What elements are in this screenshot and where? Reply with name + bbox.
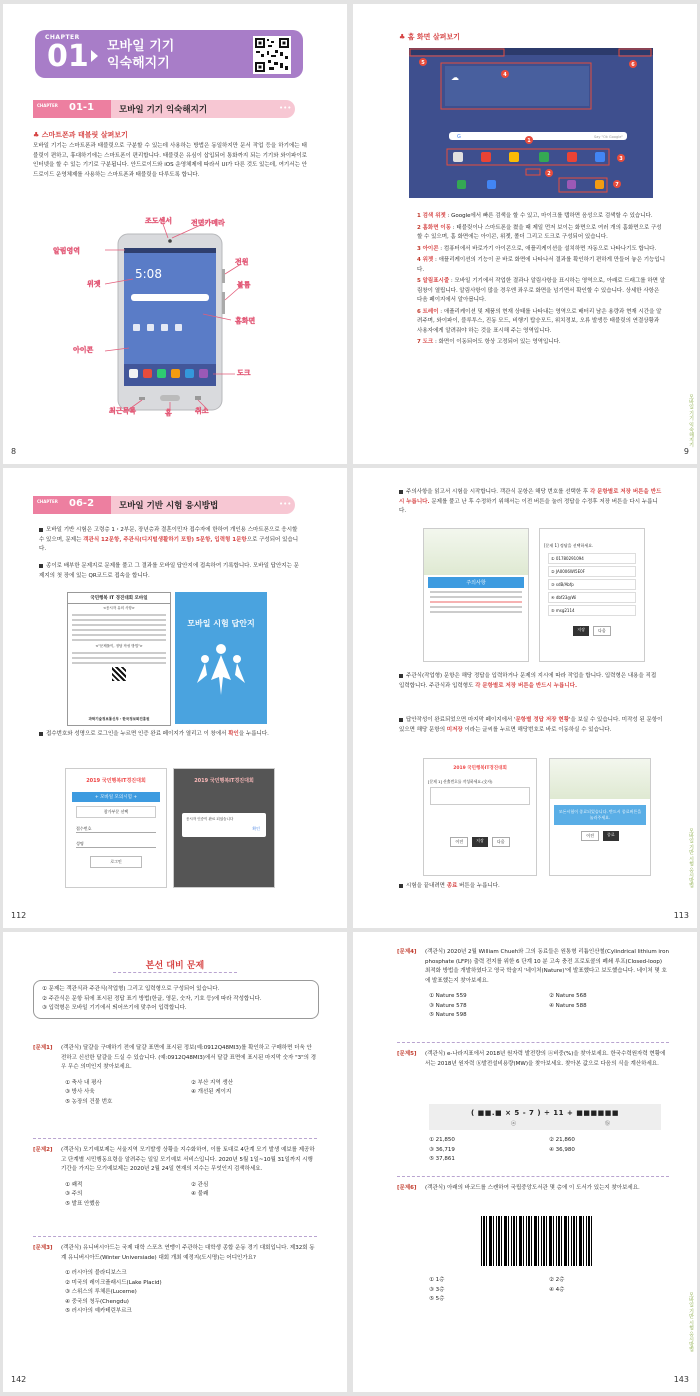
option[interactable]: ③ Nature 578 [429,1002,467,1009]
callout-home-screen: 홈화면 [235,317,256,325]
item-text: : 태블릿이나 스마트폰을 켰을 때 제일 먼저 보이는 화면으로 여러 개의 홈화면으로 구성할 수 있으며, 홈 화면에는 아이콘, 위젯, 폴더 그리고 도크로 구성되어 있습니다. [417,224,662,240]
confirm-button[interactable]: 확인 [252,826,260,831]
notice-title: 주의사항 [428,577,524,588]
option[interactable]: ① 쾌적 [65,1181,83,1188]
item-text: : 애플리케이션 및 제품의 현재 상태를 나타내는 영역으로 배터리 남은 용량과 현재 시간을 알려주며, 와이파이, 블루투스, 진동 모드, 비행기 탑승모드, 위치정보, 오류 발생등 태블릿의 연결상황과 사용자에게 알려줘야 하는 것을 표시해 주는 영역입니다. [417,308,662,334]
heading-underline [113,972,237,973]
page-113 [353,468,697,928]
bullet-text: 주관식(작업형) 문항은 해당 정답을 입력하거나 문제의 지시에 따라 작업을 합니다. 입력형은 내용을 직접 입력합니다. 주관식과 입력형도 [399,673,657,689]
home-item [417,277,665,306]
item-number: 5 [417,278,421,284]
question-text: (객관식) 유니버시아드는 국제 대학 스포츠 연맹이 주관하는 대학생 종합 운동 경기 대회입니다. 제32회 동계 유니버시아드(Winter Universiade) 대회 개최 예정지(도시명)는 어디인가요? [61,1245,315,1261]
callout-volume: 볼륨 [237,281,251,289]
login-button[interactable]: 로그인 [90,856,142,868]
item-number: 6 [417,308,421,315]
option[interactable]: ② 관심 [191,1181,209,1188]
option[interactable]: ⑤ 발표 안했음 [65,1200,100,1207]
chapter-title-line1: 모바일 기기 [107,39,175,54]
prev-button[interactable]: 이전 [450,837,468,847]
item-title: 홈화면 이동 [422,224,452,231]
page-heading: 홈 화면 살펴보기 [407,33,460,41]
item-title: 알림표시줄 [422,278,450,284]
option[interactable]: ② 미국의 레이크플래시드(Lake Placid) [65,1279,162,1286]
exam-paper-sub: <응시자 유의 사항> [103,606,135,610]
option[interactable]: ④ 36,980 [549,1146,575,1153]
category-select[interactable]: 참가부문 선택 [76,806,156,818]
login-screen [65,768,167,888]
option[interactable]: ① 1층 [429,1277,445,1283]
option[interactable]: ⑤ 러시아의 예카테린부르크 [65,1308,132,1314]
page-number: 113 [673,911,689,920]
bullet-3 [399,716,663,735]
save-button[interactable]: 저장 [573,626,589,636]
svg-text:1: 1 [527,138,531,144]
option[interactable]: ⑤ 농장의 건물 번호 [65,1098,113,1105]
item-text: : 모바일 기기에서 작업한 결과나 알림사항을 표시하는 영역으로, 아래로 드래그를 하면 알림창이 열립니다. 알림사항이 많을 경우엔 좌우로 화면을 넘기면서 확인할 수 있습니다. 상세한 사항은 다음 페이지에서 알아봅니다. [417,278,666,303]
page-143 [353,932,697,1392]
page-112 [3,468,347,928]
option[interactable]: ③ 3층 [429,1286,445,1293]
page-number: 142 [11,1375,27,1384]
item-text: : 애플리케이션의 기능이 곧 바로 화면에 나타나서 결과를 확인하기 편하게 만들어 놓은 기능입니다. [417,257,666,273]
exam-paper-title: 국민행복 IT 경진대회 모바일 [68,593,170,604]
option[interactable]: ⑤ Nature 598 [429,1012,467,1018]
question-text: (객관식) 아래의 바코드를 스캔하여 국립중앙도서관 몇 층에 이 도서가 있는지 찾아보세요. [425,1185,640,1191]
callout-notifications: 알림영역 [53,247,81,255]
page-number: 9 [683,447,689,456]
bullet-3 [39,730,301,740]
page-142 [3,932,347,1392]
bullet-text-end: 을 누릅니다. [238,731,269,737]
bullet-text: 답안작성이 완료되었으면 마지막 페이지에서 ' [406,717,516,723]
option[interactable]: ② 2층 [549,1277,565,1283]
bullet-4 [399,882,663,892]
item-number: 3 [417,245,421,252]
name-field[interactable]: 성명 [76,837,156,848]
bullet-highlight: 객관식 12문항, 주관식(디지털생활하기 포함) 5문항, 입력형 1문항 [83,536,247,543]
question-6-options [429,1276,669,1305]
bullet-highlight: 확인 [228,731,239,737]
side-tab: 모바일 기반 시험 응시방법 [688,1292,694,1352]
option[interactable]: ③ 스위스의 루체른(Lucerne) [65,1289,137,1295]
formula-b-marker: ⓑ [605,1121,611,1127]
bullet-icon [39,528,43,532]
item-text: : 화면이 이동되어도 항상 고정되어 있는 영역입니다. [433,339,561,345]
page-8 [3,4,347,464]
question-6 [397,1184,669,1194]
home-item [417,308,665,337]
mock-exam-button[interactable]: + 모바일 모의시험 + [72,792,160,802]
option[interactable]: ① Nature 559 [429,993,467,999]
divider [33,1138,317,1139]
formula-box [429,1104,661,1130]
option[interactable]: ③ 36,719 [429,1146,455,1153]
option[interactable]: ① 축사 내 평사 [65,1079,102,1086]
question-text: (객관식) 달걀을 구매하기 전에 달걀 표면에 표시된 정보(예:0912Q48MI3)를 확인하고 구매하면 더욱 안전하고 신선한 달걀을 드실 수 있습니다. (예:0912Q48MI3)에서 달걀 표면에 표시된 마지막 숫자 "3"의 경우 무슨 의미인지 찾아보세요. [61,1045,317,1070]
item-title: 아이콘 [422,245,439,252]
brand-title-dim: 2019 국민행복IT경진대회 [194,778,254,784]
svg-text:6: 6 [631,62,635,68]
question-5 [397,1050,669,1069]
option[interactable]: ⑤ msg2114 [548,605,636,616]
home-item [417,212,665,222]
section-number: 06-2 [69,498,95,509]
tablet-figure [43,214,313,426]
bullet-1 [399,488,663,517]
confirm-text: 응시자 인증이 완료 되었습니다 [186,817,234,821]
end-screen [549,758,651,876]
prev-button-3[interactable]: 이전 [581,831,599,841]
question-label: [문제5] [397,1051,417,1057]
svg-text:2: 2 [547,171,551,177]
exam-qr-icon[interactable] [112,667,126,681]
option[interactable]: ② 21,860 [549,1137,575,1143]
subheading-icon: ♣ [33,131,40,139]
callout-dock: 도크 [237,369,251,377]
item-number: 4 [417,257,421,263]
end-button[interactable]: 종료 [603,831,619,841]
question-3 [33,1244,317,1317]
section-word: CHAPTER [37,103,58,108]
callout-widget: 위젯 [87,280,101,288]
bullet-icon [39,564,43,568]
option[interactable]: ⑤ 37,861 [429,1156,455,1162]
bullet-highlight: 종료 [446,883,458,889]
page-number: 112 [11,911,27,920]
section-dots: ••• [279,500,292,508]
intro-paragraph: 모바일 기기는 스마트폰과 태블릿으로 구분할 수 있는데 사용하는 방법은 동일하지만 문서 작업 등을 하기에는 태블릿이 편하고, 휴대하기에는 스마트폰이 편리합니다. 태블릿은 유심이 삽입되어 통화까지 되는 기기와 와이파이로 인터넷을 할 수 있는 기기로 구분됩니다. 안드로이드와 iOS 운영체제에 따라서 UI가 다른 것도 있는데, 여기서는 안드로이드 운영체제를 사용하는 스마트폰과 태블릿을 다루도록 합니다. [33,143,307,178]
callout-front-camera: 전면카메라 [191,219,225,227]
question-4 [397,948,669,1021]
family-photo-2 [550,759,650,799]
next-button[interactable]: 다음 [593,626,611,636]
home-item [417,224,665,243]
section-title: 모바일 기반 시험 응시방법 [119,501,219,511]
section-word: CHAPTER [37,499,58,504]
bullet-text-end: 문제를 풀고 난 후 수정하기 위해서는 이전 버튼을 눌러 정답을 수정후 저장 버튼을 다시 누릅니다. [399,498,658,514]
side-tab: 모바일 기반 시험 응시방법 [688,828,694,888]
home-item-list [417,212,665,350]
bullet-highlight-2: 미저장 [446,726,463,733]
option[interactable]: ④ 개선된 케이지 [191,1089,232,1095]
next-button-2[interactable]: 다음 [492,837,510,847]
mascot-icon [175,635,267,705]
chapter-number: 01 [47,39,89,74]
callout-back: 취소 [195,407,209,415]
bullet-text: 모바일 기반 시험은 고령층 1・2부문, 장년층과 결혼이민자 접수자에 한하여 개인용 스마트폰으로 응시할 수 있으며, 문제는 [39,527,298,543]
bullet-text: 접수번호와 성명으로 로그인을 누르면 인증 완료 페이지가 열리고 이 창에서 [46,731,229,737]
notes-box [33,980,319,1019]
formula: ( ■■.■ × 5 - 7 ) ÷ 11 + ■■■■■■ [471,1109,619,1117]
question-text: (객관식) 모기예보제는 서울지역 모기발생 상황을 지수화하여, 이를 토대로 4단계 모기 발생 예보를 제공하고 단계별 시민행동요령을 알려주는 일일 모기예보 서비스입니다. 2020년 5월 1일~10월 31일까지 시행기간을 가지는 모기예보제는 2020년 2월 24일 현재의 지수는 무엇인지 검색하세요. [61,1147,315,1172]
answer-input[interactable] [430,787,530,805]
subjective-screen [423,758,537,876]
callout-recent: 최근목록 [109,407,137,415]
save-button-2[interactable]: 저장 [472,837,488,847]
question-1 [33,1044,317,1107]
question-label: [문제2] [33,1147,53,1153]
section-dots: ••• [279,104,292,112]
chapter-title-line2: 익숙해지기 [107,56,170,71]
option[interactable]: ③ sdB/Abfp [548,579,636,590]
bullet-2 [399,672,663,691]
svg-text:7: 7 [615,182,619,188]
option[interactable]: ④ 4층 [549,1286,565,1293]
home-item [417,256,665,275]
chapter-arrow-icon [91,50,98,62]
subheading: 스마트폰과 태블릿 살펴보기 [41,131,128,139]
item-number: 2 [417,224,421,231]
divider [397,1176,669,1177]
item-title: 도크 [422,339,434,345]
home-screen-figure [409,48,653,198]
page-heading: 본선 대비 문제 [145,961,205,971]
side-tab: 모바일 기기 익숙해지기 [688,394,694,448]
item-title: 트레이 [422,308,439,315]
search-hint: Say "Ok Google" [594,135,624,139]
bullet-icon [399,884,403,888]
option[interactable]: ④ 중국의 청두(Chengdu) [65,1298,129,1305]
bullet-icon [399,674,403,678]
svg-text:4: 4 [503,72,507,78]
answer-sheet-title: 모바일 시험 답안지 [187,619,255,628]
tablet-clock: 5:08 [135,267,162,281]
bullet-text-mid: '을 보실 수 있습니다. 미작성 된 문항이 있으면 해당 문항의 [399,717,663,733]
option[interactable]: ① 01780291094 [548,553,636,564]
bullet-text: 시험을 끝내려면 [406,883,447,889]
formula-a-marker: ⓐ [511,1121,517,1127]
item-number: 7 [417,339,421,345]
question-label: [문제4] [397,949,417,955]
option[interactable]: ① 21,850 [429,1137,455,1143]
question-text: (객관식) e-나라지표에서 2018년 원자력 발전량의 ⓐ비중(%)을 찾아보세요. 한국수력원자력 현황에서는 2018년 원자력 ⓑ발전설비용량(MW)을 찾아보세요. 찾아본 값으로 다음의 식을 계산하세요. [425,1051,666,1067]
section-number: 01-1 [69,102,95,113]
barcode-image[interactable] [481,1216,593,1266]
page-9 [353,4,697,464]
svg-text:3: 3 [619,156,623,162]
question-5-options [429,1136,669,1165]
page-number: 8 [11,447,17,456]
heading-icon: ♣ [399,33,406,41]
option[interactable]: ② Nature 568 [549,993,587,999]
chapter-word: CHAPTER [45,34,80,41]
option[interactable]: ④ dbf23@Wi [548,592,636,603]
item-number: 1 [417,213,421,219]
answer-sheet-screen [175,592,267,724]
notice-screen [423,528,529,662]
item-title: 검색 위젯 [422,213,446,219]
bullet-highlight: 각 문항별로 저장 버튼을 반드시 누릅니다. [399,489,662,505]
exam-paper [67,592,171,726]
item-text: : Google에서 빠른 검색을 할 수 있고, 마이크를 탭하면 음성으로 검색할 수 있습니다. [445,213,653,219]
question-label: [문제6] [397,1185,417,1191]
exam-paper-sub2: <"문제풀이, 정답 작성 방법"> [95,644,143,648]
callout-power: 전원 [235,258,249,266]
qr-code[interactable] [253,36,291,74]
family-photo [424,529,528,575]
option[interactable]: ③ 주의 [65,1191,83,1197]
question-label: [문제1] [33,1045,53,1051]
home-item [417,245,665,255]
svg-text:G: G [457,134,461,140]
bullet-text: 주의사항을 읽고서 시험을 시작합니다. 객관식 문항은 해당 번호를 선택한 후 [406,489,590,495]
brand-title: 2019 국민행복IT경진대회 [86,778,146,784]
option[interactable]: ④ Nature 588 [549,1002,587,1009]
svg-text:5: 5 [421,60,425,66]
bullet-icon [39,732,43,736]
callout-sensor: 조도센서 [145,217,173,225]
question-screen [539,528,645,662]
question-2 [33,1146,317,1209]
question-label: [문제3] [33,1245,53,1251]
option[interactable]: ② 부산 지역 생산 [191,1079,234,1086]
section-title: 모바일 기기 익숙해지기 [119,105,208,115]
note-item: ② 주관식은 문항 뒤에 표시된 정답 표기 방법(한글, 영문, 숫자, 기호 등)에 따라 작성합니다. [42,995,262,1002]
done-text: 모든시험이 종료되었습니다. 반드시 종료버튼을 눌러주세요. [554,805,646,825]
callout-home: 홈 [165,409,172,417]
confirm-dialog [182,813,266,837]
bullet-text: 종이로 배부한 문제지로 문제를 풀고 그 결과를 모바일 답안지에 접속하여 기록합니다. 모바일 답안지는 문제지의 첫 장에 있는 QR코드로 접속을 합니다. [39,563,299,579]
bullet-highlight: 각 문항별로 저장 버튼을 반드시 누릅니다. [475,682,578,689]
option[interactable]: ③ 방사 사육 [65,1089,95,1095]
bullet-text-end: 버튼을 누릅니다. [457,883,500,889]
bullet-2 [39,562,301,581]
exam-paper-footer: 과학기술정보통신부・한국정보화진흥원 [88,717,150,721]
option[interactable]: ④ 불쾌 [191,1191,209,1197]
brand-title: 2019 국민행복IT경진대회 [453,766,507,771]
heading-wrap [399,32,460,42]
option[interactable]: ⑤ 5층 [429,1296,445,1302]
divider [397,1042,669,1043]
callout-icons: 아이콘 [73,346,94,354]
bullet-highlight: 문항별 정답 저장 현황 [515,717,570,723]
item-title: 위젯 [422,257,434,263]
page-number: 143 [673,1375,689,1384]
subheading-wrap [33,130,128,140]
home-item [417,338,665,348]
id-field[interactable]: 접수번호 [76,822,156,833]
question-label: [문제 1] 정답을 선택하세요. [544,543,594,548]
bullet-icon [399,718,403,722]
question-label-2: [문제 1] 산출번호를 작성하세요.(숫자) [428,779,493,784]
option[interactable]: ① 러시아의 블라디보스크 [65,1270,127,1276]
divider [33,1236,317,1237]
question-text: (객관식) 2020년 2월 William Chueh와 그의 동료들은 원통형 리튬인산철(Cylindrical lithium iron phosphate (LFP)) 출력 전지를 위한 6 단계 10 분 고속 충전 프로토콜의 폐쇄 루프(Closed-loop) 최적화 방법을 개발하였다고 영국 학술지 '네이처(Nature)'에 발표했다고 보도했습니다. 네이처 몇 호에 발표했는지 찾아보세요. [425,949,669,984]
bullet-1 [39,526,301,555]
note-item: ③ 입력형은 모바일 기기에서 띄어쓰기에 맞추어 입력합니다. [42,1005,187,1011]
confirm-screen [173,768,275,888]
item-text: : 컴퓨터에서 바로가기 아이콘으로, 애플리케이션을 설치하면 자동으로 나타나기도 합니다. [438,245,657,252]
bullet-text-end: 으로 구성되어 있습니다. [39,536,299,552]
note-item: ① 문제는 객관식과 주관식(작업형) 그리고 입력형으로 구성되어 있습니다. [42,986,220,992]
bullet-text-end: 이라는 글씨를 누르면 해당번호로 바로 이동하실 수 있습니다. [462,726,612,733]
svg-text:☁: ☁ [451,73,459,82]
bullet-icon [399,490,403,494]
option[interactable]: ② JA0006WI5E0F [548,566,636,577]
